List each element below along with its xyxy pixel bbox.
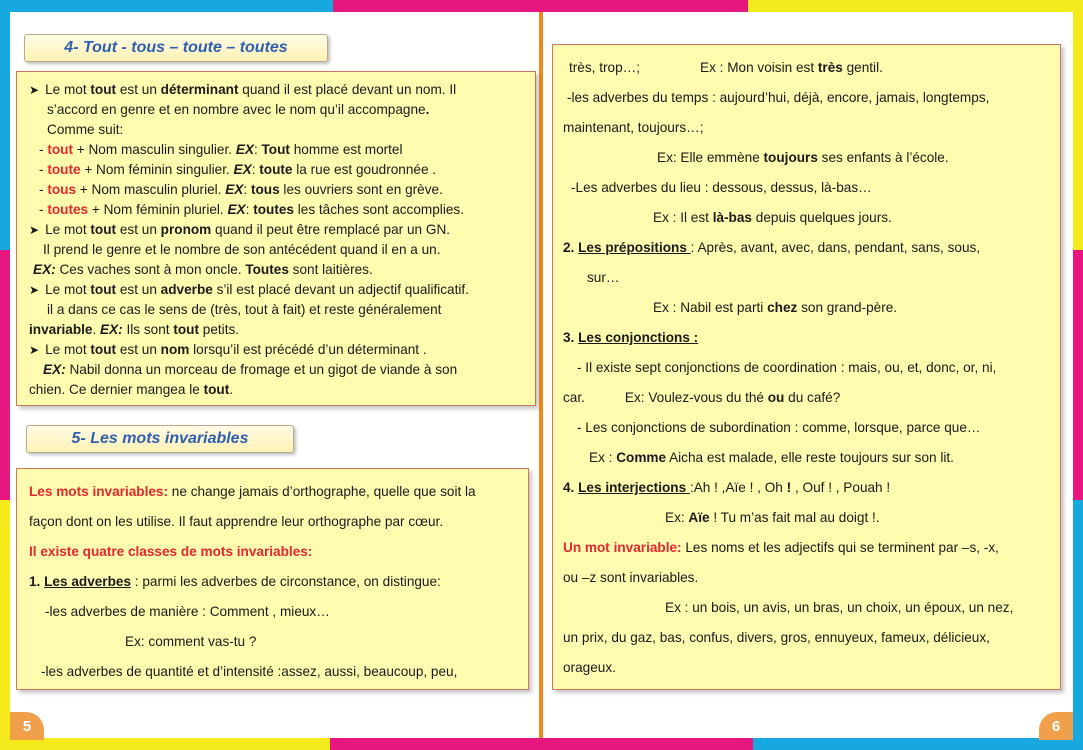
line bbox=[563, 533, 1054, 563]
text: Tout bbox=[261, 142, 290, 157]
text: sont laitières. bbox=[288, 262, 373, 277]
text: tout bbox=[47, 142, 73, 157]
text: : bbox=[253, 142, 262, 157]
text: Ex: bbox=[665, 510, 689, 525]
page-divider bbox=[539, 12, 543, 738]
text: Le mot bbox=[45, 282, 91, 297]
text: ou bbox=[767, 390, 785, 405]
line bbox=[29, 140, 525, 160]
line bbox=[29, 477, 518, 507]
text: homme est mortel bbox=[289, 142, 403, 157]
line: façon dont on les utilise. Il faut apprendre leur orthographe par cœur. bbox=[29, 514, 444, 529]
text: Ces vaches sont à mon oncle. bbox=[55, 262, 246, 277]
text: est un bbox=[116, 222, 161, 237]
text: ne change jamais d’orthographe, quelle que soit la bbox=[168, 484, 476, 499]
text: ses enfants à l’école. bbox=[817, 150, 949, 165]
line bbox=[563, 53, 1054, 83]
line: - Les conjonctions de subordination : comme, lorsque, parce que… bbox=[577, 420, 981, 435]
arrow-icon: ➤ bbox=[29, 343, 40, 357]
text: est un bbox=[116, 282, 161, 297]
text: 3. bbox=[563, 330, 579, 345]
text: + Nom féminin pluriel. bbox=[88, 202, 228, 217]
text: EX: bbox=[43, 362, 66, 377]
line: -Les adverbes du lieu : dessous, dessus, là-bas… bbox=[571, 180, 872, 195]
arrow-icon: ➤ bbox=[29, 83, 40, 97]
text: la rue est goudronnée . bbox=[292, 162, 437, 177]
line bbox=[29, 567, 518, 597]
page-number-left: 5 bbox=[10, 712, 44, 740]
line bbox=[563, 203, 1054, 233]
text: Les adverbes bbox=[44, 574, 132, 589]
text: les ouvriers sont en grève. bbox=[279, 182, 443, 197]
text: :Ah ! ,Aïe ! , Oh bbox=[689, 480, 787, 495]
frame-bottom-cyan bbox=[753, 738, 1083, 750]
line: maintenant, toujours…; bbox=[563, 120, 704, 135]
line: sur… bbox=[587, 270, 620, 285]
line bbox=[29, 320, 525, 340]
line: il a dans ce cas le sens de (très, tout à fait) et reste généralement bbox=[47, 302, 442, 317]
text: : parmi les adverbes de circonstance, on distingue: bbox=[131, 574, 441, 589]
line bbox=[29, 360, 525, 380]
text: tout bbox=[90, 282, 117, 297]
text: tous bbox=[250, 182, 280, 197]
text: très, trop…; bbox=[569, 60, 641, 75]
text: + Nom masculin pluriel. bbox=[76, 182, 226, 197]
text: EX bbox=[235, 142, 254, 157]
text: tout bbox=[90, 222, 117, 237]
text: 1. bbox=[29, 574, 45, 589]
text: adverbe bbox=[160, 282, 213, 297]
text: Les mots invariables: bbox=[29, 484, 169, 499]
text: s’il est placé devant un adjectif qualificatif. bbox=[212, 282, 469, 297]
line: -les adverbes de manière : Comment , mieux… bbox=[45, 604, 330, 619]
frame-top-magenta bbox=[333, 0, 748, 12]
text: EX bbox=[227, 202, 246, 217]
text: Toutes bbox=[245, 262, 289, 277]
text: est un bbox=[116, 82, 161, 97]
line: Ex: comment vas-tu ? bbox=[125, 634, 257, 649]
text: Le mot bbox=[45, 222, 91, 237]
frame-bottom-yellow bbox=[0, 738, 330, 750]
text: s’accord en genre et en nombre avec le nom qu’il accompagne bbox=[47, 102, 426, 117]
arrow-icon: ➤ bbox=[29, 283, 40, 297]
text: + Nom féminin singulier. bbox=[80, 162, 234, 177]
line: ou –z sont invariables. bbox=[563, 570, 699, 585]
text: tout bbox=[90, 342, 117, 357]
line bbox=[29, 160, 525, 180]
text: , Ouf ! , Pouah ! bbox=[791, 480, 891, 495]
frame-left-yellow bbox=[0, 500, 10, 750]
frame-top-cyan bbox=[0, 0, 333, 12]
text: Ex: Elle emmène bbox=[657, 150, 764, 165]
section-4-heading: 4- Tout - tous – toute – toutes bbox=[24, 34, 328, 62]
frame-top-yellow bbox=[748, 0, 1083, 12]
text: Les interjections bbox=[578, 480, 690, 495]
text: invariable bbox=[29, 322, 93, 337]
text: chien. Ce dernier mangea le bbox=[29, 382, 204, 397]
text: EX bbox=[233, 162, 252, 177]
section-5-heading: 5- Les mots invariables bbox=[26, 425, 294, 453]
line bbox=[29, 180, 525, 200]
text: Comme bbox=[616, 450, 667, 465]
frame-right-cyan bbox=[1073, 500, 1083, 750]
text: toutes bbox=[253, 202, 294, 217]
text: ! bbox=[786, 480, 792, 495]
line bbox=[29, 100, 525, 120]
text: déterminant bbox=[160, 82, 239, 97]
line bbox=[29, 200, 525, 220]
line: Il prend le genre et le nombre de son antécédent quand il en a un. bbox=[43, 242, 441, 257]
line bbox=[563, 383, 1054, 413]
text: EX bbox=[225, 182, 244, 197]
text: 2. bbox=[563, 240, 579, 255]
text: - bbox=[39, 142, 48, 157]
text: : bbox=[245, 202, 254, 217]
text: ! Tu m’as fait mal au doigt !. bbox=[709, 510, 880, 525]
line bbox=[29, 260, 525, 280]
text: - bbox=[39, 202, 48, 217]
text: car. bbox=[563, 390, 585, 405]
text: toutes bbox=[47, 202, 89, 217]
line: - Il existe sept conjonctions de coordination : mais, ou, et, donc, or, ni, bbox=[577, 360, 997, 375]
text: est un bbox=[116, 342, 161, 357]
invariables-continued-box bbox=[552, 44, 1061, 690]
text: Ex: Voulez-vous du thé bbox=[624, 390, 768, 405]
text: très bbox=[817, 60, 843, 75]
text: Ex : bbox=[589, 450, 617, 465]
tout-rules-box bbox=[16, 71, 536, 406]
text: quand il est placé devant un nom. Il bbox=[238, 82, 457, 97]
text: . bbox=[229, 382, 234, 397]
text: - bbox=[39, 182, 48, 197]
text: depuis quelques jours. bbox=[751, 210, 892, 225]
text: lorsqu’il est précédé d’un déterminant . bbox=[189, 342, 427, 357]
invariables-intro-box bbox=[16, 468, 529, 690]
text: toujours bbox=[763, 150, 818, 165]
text: Ils sont bbox=[122, 322, 174, 337]
line: Comme suit: bbox=[47, 122, 124, 137]
text: tous bbox=[47, 182, 77, 197]
line bbox=[563, 503, 1054, 533]
line bbox=[563, 323, 1054, 353]
line: un prix, du gaz, bas, confus, divers, gros, ennuyeux, fameux, délicieux, bbox=[563, 630, 990, 645]
line bbox=[29, 80, 525, 100]
text: Ex : Il est bbox=[653, 210, 713, 225]
text: Le mot bbox=[45, 342, 91, 357]
text: 4. bbox=[563, 480, 579, 495]
text: Ex : Mon voisin est bbox=[700, 60, 818, 75]
text: Les noms et les adjectifs qui se terminent par –s, -x, bbox=[681, 540, 999, 555]
text: Le mot bbox=[45, 82, 91, 97]
line bbox=[563, 293, 1054, 323]
text: les tâches sont accomplies. bbox=[293, 202, 464, 217]
text: . bbox=[92, 322, 101, 337]
text: chez bbox=[767, 300, 798, 315]
text: . bbox=[425, 102, 430, 117]
frame-left-magenta bbox=[0, 250, 10, 500]
text: EX: bbox=[100, 322, 123, 337]
text: Les conjonctions : bbox=[578, 330, 699, 345]
text: tout bbox=[173, 322, 199, 337]
text: petits. bbox=[199, 322, 240, 337]
text: : Après, avant, avec, dans, pendant, sans, sous, bbox=[690, 240, 981, 255]
text: toute bbox=[259, 162, 293, 177]
text: son grand-père. bbox=[797, 300, 898, 315]
text: toute bbox=[47, 162, 81, 177]
text: Ex : Nabil est parti bbox=[653, 300, 768, 315]
text: : bbox=[251, 162, 260, 177]
line bbox=[563, 473, 1054, 503]
frame-right-magenta bbox=[1073, 250, 1083, 500]
text: tout bbox=[203, 382, 230, 397]
text: Un mot invariable: bbox=[563, 540, 682, 555]
line bbox=[29, 380, 525, 400]
page-number-right: 6 bbox=[1039, 712, 1073, 740]
text: - bbox=[39, 162, 48, 177]
line: -les adverbes du temps : aujourd’hui, déjà, encore, jamais, longtemps, bbox=[567, 90, 990, 105]
line bbox=[563, 443, 1054, 473]
frame-right-yellow bbox=[1073, 0, 1083, 250]
text: EX: bbox=[33, 262, 56, 277]
text: du café? bbox=[784, 390, 841, 405]
text: là-bas bbox=[712, 210, 752, 225]
text: tout bbox=[90, 82, 117, 97]
text: nom bbox=[160, 342, 190, 357]
frame-bottom-magenta bbox=[330, 738, 753, 750]
text: quand il peut être remplacé par un GN. bbox=[211, 222, 451, 237]
text: Les prépositions bbox=[578, 240, 691, 255]
line: Il existe quatre classes de mots invariables: bbox=[29, 544, 313, 559]
text: Nabil donna un morceau de fromage et un gigot de viande à son bbox=[65, 362, 458, 377]
text: + Nom masculin singulier. bbox=[72, 142, 236, 157]
arrow-icon: ➤ bbox=[29, 223, 40, 237]
text: : bbox=[243, 182, 251, 197]
line bbox=[29, 340, 525, 360]
line bbox=[29, 280, 525, 300]
line bbox=[29, 220, 525, 240]
line: Ex : un bois, un avis, un bras, un choix, un époux, un nez, bbox=[665, 600, 1014, 615]
text: Aicha est malade, elle reste toujours sur son lit. bbox=[666, 450, 954, 465]
line bbox=[563, 143, 1054, 173]
line: -les adverbes de quantité et d’intensité :assez, aussi, beaucoup, peu, bbox=[41, 664, 458, 679]
text: gentil. bbox=[842, 60, 883, 75]
line bbox=[563, 233, 1054, 263]
frame-left-cyan bbox=[0, 0, 10, 250]
text: pronom bbox=[160, 222, 212, 237]
line: orageux. bbox=[563, 660, 616, 675]
text: Aïe bbox=[688, 510, 710, 525]
